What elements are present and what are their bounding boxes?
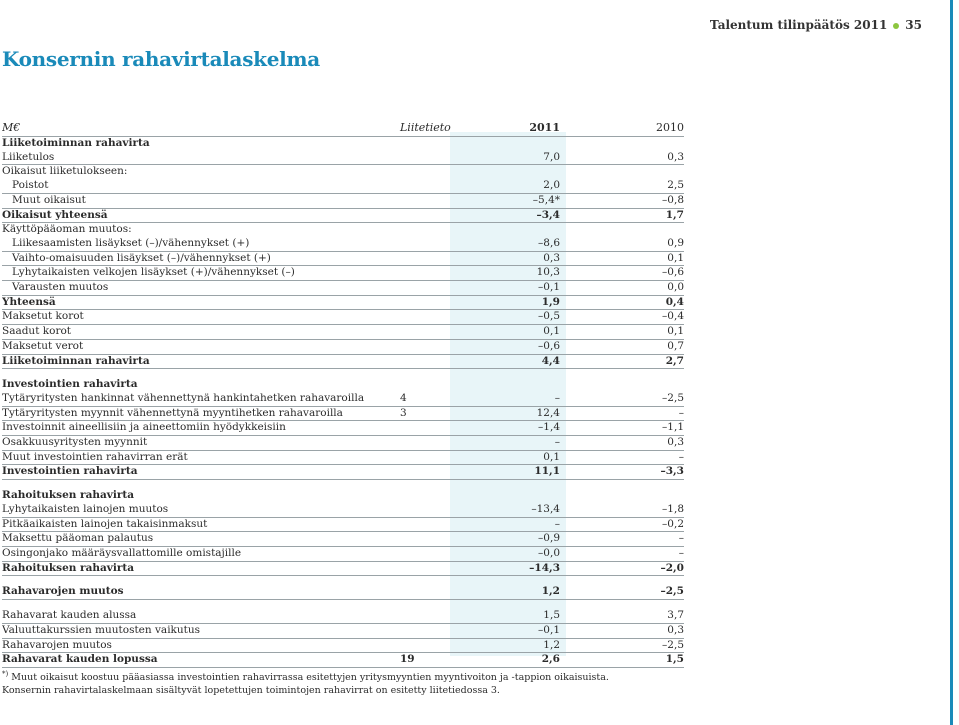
row-note (398, 237, 450, 251)
row-value-2011: –0,6 (450, 339, 560, 354)
footnote-2 (2, 685, 500, 696)
row-label: Tytäryritysten hankinnat vähennettynä hankintahetken rahavaroilla (2, 392, 398, 406)
row-value-2011: –0,9 (450, 532, 560, 547)
row-label: Rahoituksen rahavirta (2, 561, 398, 576)
row-label: Muut oikaisut (2, 193, 398, 208)
row-value-2010 (560, 489, 684, 503)
page-header (710, 18, 922, 32)
row-note (398, 421, 450, 436)
row-value-2011: –13,4 (450, 503, 560, 517)
row-note (398, 517, 450, 532)
row-note (398, 561, 450, 576)
row-note: 4 (398, 392, 450, 406)
row-note (398, 251, 450, 266)
row-label: Investointien rahavirta (2, 378, 138, 391)
row-note (398, 179, 450, 193)
row-value-2010 (560, 223, 684, 237)
row-note (398, 623, 450, 638)
row-value-2011: 1,9 (450, 295, 560, 310)
row-value-2010: 0,1 (560, 325, 684, 340)
footnote-1-text: Muut oikaisut koostuu pääasiassa investointien rahavirrassa esitettyjen yritysmyyntien myyntivoiton ja -tappion oikaisuista. (11, 672, 609, 684)
total-row (2, 489, 684, 503)
table-row (2, 421, 684, 436)
total-row (2, 354, 684, 369)
row-note (398, 489, 450, 503)
row-note (398, 436, 450, 451)
row-label: Investoinnit aineellisiin ja aineettomiin hyödykkeisiin (2, 421, 398, 436)
row-label: Rahavarat kauden lopussa (2, 653, 398, 668)
row-note (398, 223, 450, 237)
row-value-2010: –0,4 (560, 310, 684, 325)
total-row (2, 561, 684, 576)
row-note (398, 339, 450, 354)
row-value-2011: 1,5 (450, 609, 560, 623)
table-row (2, 193, 684, 208)
note-column-header: Liitetieto (398, 120, 450, 137)
row-note (398, 137, 450, 151)
table-row (2, 406, 684, 421)
table-row (2, 546, 684, 561)
row-value-2011: –8,6 (450, 237, 560, 251)
row-value-2010: – (560, 450, 684, 465)
row-value-2010: –0,6 (560, 266, 684, 281)
row-value-2010: 0,3 (560, 151, 684, 165)
company-report-title: Talentum tilinpäätös 2011 (709, 18, 888, 32)
total-row (2, 378, 684, 392)
row-value-2010: –2,5 (560, 585, 684, 599)
table-row (2, 165, 684, 179)
row-label: Poistot (2, 179, 398, 193)
footnote-2-text: Konsernin rahavirtalaskelmaan sisältyvät lopetettujen toimintojen rahavirrat on esitetty liitetiedossa 3. (2, 685, 500, 696)
row-label: Investointien rahavirta (2, 465, 398, 480)
row-label: Rahavarat kauden alussa (2, 609, 398, 623)
row-value-2011: 1,2 (450, 585, 560, 599)
row-value-2010 (560, 137, 684, 151)
table-row (2, 151, 684, 165)
row-label: Vaihto-omaisuuden lisäykset (–)/vähennykset (+) (2, 251, 398, 266)
row-label: Rahoituksen rahavirta (2, 489, 135, 502)
unit-label: M€ (2, 120, 398, 137)
table-row (2, 251, 684, 266)
row-label: Osingonjako määräysvallattomille omistajille (2, 546, 398, 561)
row-label: Pitkäaikaisten lainojen takaisinmaksut (2, 517, 398, 532)
row-label: Lyhytaikaisten lainojen muutos (2, 503, 398, 517)
table-row (2, 623, 684, 638)
row-value-2011: 1,2 (450, 638, 560, 653)
table-row (2, 517, 684, 532)
row-note (398, 281, 450, 296)
row-note (398, 165, 450, 179)
row-label: Lyhytaikaisten velkojen lisäykset (+)/vähennykset (–) (2, 266, 398, 281)
cash-flow-table (2, 120, 684, 668)
row-label: Saadut korot (2, 325, 398, 340)
spacer-row (2, 576, 684, 586)
row-value-2010 (560, 378, 684, 392)
table-row (2, 237, 684, 251)
row-value-2010 (560, 369, 684, 379)
row-note (398, 193, 450, 208)
row-value-2011: – (450, 392, 560, 406)
row-note (398, 546, 450, 561)
row-value-2010: – (560, 406, 684, 421)
row-label: Valuuttakurssien muutosten vaikutus (2, 623, 398, 638)
row-label: Varausten muutos (2, 281, 398, 296)
row-value-2010: –0,2 (560, 517, 684, 532)
row-value-2011 (450, 576, 560, 586)
row-note (398, 503, 450, 517)
total-row (2, 585, 684, 599)
row-value-2011: –3,4 (450, 208, 560, 223)
row-label: Käyttöpääoman muutos: (2, 223, 132, 236)
row-value-2010: –2,0 (560, 561, 684, 576)
row-value-2011: – (450, 436, 560, 451)
row-value-2011: 2,0 (450, 179, 560, 193)
row-value-2010: – (560, 546, 684, 561)
row-value-2011: –0,5 (450, 310, 560, 325)
row-label (2, 576, 398, 586)
row-value-2011: 0,3 (450, 251, 560, 266)
row-label: Maksettu pääoman palautus (2, 532, 398, 547)
row-label: Maksetut verot (2, 339, 398, 354)
row-note (398, 450, 450, 465)
row-note: 3 (398, 406, 450, 421)
row-value-2011: 11,1 (450, 465, 560, 480)
total-row (2, 208, 684, 223)
row-value-2010: –1,8 (560, 503, 684, 517)
total-row (2, 465, 684, 480)
row-label: Muut investointien rahavirran erät (2, 450, 398, 465)
row-value-2010 (560, 600, 684, 610)
row-value-2011: –14,3 (450, 561, 560, 576)
row-label (2, 480, 398, 490)
row-note (398, 295, 450, 310)
row-value-2010: 1,7 (560, 208, 684, 223)
row-note (398, 151, 450, 165)
row-value-2011: 2,6 (450, 653, 560, 668)
row-value-2011 (450, 369, 560, 379)
row-note (398, 609, 450, 623)
row-value-2011: –0,1 (450, 623, 560, 638)
row-label: Tytäryritysten myynnit vähennettynä myyntihetken rahavaroilla (2, 406, 398, 421)
row-note (398, 465, 450, 480)
row-label: Yhteensä (2, 295, 398, 310)
table-row (2, 609, 684, 623)
row-value-2011: – (450, 517, 560, 532)
row-value-2011 (450, 165, 560, 179)
row-value-2011: 12,4 (450, 406, 560, 421)
row-value-2010: 0,3 (560, 436, 684, 451)
table-row (2, 532, 684, 547)
row-value-2011: –0,0 (450, 546, 560, 561)
table-row (2, 179, 684, 193)
row-value-2010: 2,7 (560, 354, 684, 369)
row-value-2011: 7,0 (450, 151, 560, 165)
row-value-2010: 0,9 (560, 237, 684, 251)
row-note (398, 369, 450, 379)
table-row (2, 339, 684, 354)
row-value-2011 (450, 489, 560, 503)
page-edge-accent-line (950, 0, 953, 725)
row-note (398, 585, 450, 599)
row-label: Liiketulos (2, 151, 398, 165)
row-value-2010 (560, 165, 684, 179)
row-value-2011: –5,4* (450, 193, 560, 208)
row-value-2011: –0,1 (450, 281, 560, 296)
row-value-2010: 0,0 (560, 281, 684, 296)
footnote-mark: *) (2, 670, 9, 678)
row-note (398, 208, 450, 223)
row-label: Maksetut korot (2, 310, 398, 325)
table-header-row (2, 120, 684, 137)
year-2010-header: 2010 (560, 120, 684, 137)
row-value-2011: 0,1 (450, 450, 560, 465)
row-note (398, 600, 450, 610)
row-label: Rahavarojen muutos (2, 585, 398, 599)
row-label: Liiketoiminnan rahavirta (2, 354, 398, 369)
table-row (2, 436, 684, 451)
row-label: Liikesaamisten lisäykset (–)/vähennykset (+) (2, 237, 398, 251)
row-note (398, 638, 450, 653)
row-note (398, 532, 450, 547)
row-value-2010 (560, 576, 684, 586)
total-row (2, 137, 684, 151)
row-value-2010: 0,7 (560, 339, 684, 354)
row-label: Liiketoiminnan rahavirta (2, 137, 150, 149)
row-label (2, 369, 398, 379)
table-row (2, 223, 684, 237)
row-value-2011: 0,1 (450, 325, 560, 340)
row-note (398, 310, 450, 325)
row-value-2011 (450, 137, 560, 151)
row-value-2010: 2,5 (560, 179, 684, 193)
row-value-2010: –3,3 (560, 465, 684, 480)
row-value-2010: –2,5 (560, 392, 684, 406)
row-value-2011: 4,4 (450, 354, 560, 369)
row-value-2010: 3,7 (560, 609, 684, 623)
row-label: Osakkuusyritysten myynnit (2, 436, 398, 451)
row-value-2010: –1,1 (560, 421, 684, 436)
row-value-2011 (450, 223, 560, 237)
row-value-2011: –1,4 (450, 421, 560, 436)
row-note (398, 354, 450, 369)
total-row (2, 295, 684, 310)
row-label (2, 600, 398, 610)
row-value-2010 (560, 480, 684, 490)
table-row (2, 281, 684, 296)
row-value-2011: 10,3 (450, 266, 560, 281)
page-title: Konsernin rahavirtalaskelma (2, 47, 320, 71)
table-row (2, 503, 684, 517)
table-row (2, 266, 684, 281)
total-row (2, 653, 684, 668)
year-2011-header: 2011 (450, 120, 560, 137)
row-value-2010: –0,8 (560, 193, 684, 208)
row-note (398, 266, 450, 281)
row-value-2010: – (560, 532, 684, 547)
row-value-2010: 0,4 (560, 295, 684, 310)
row-note (398, 325, 450, 340)
row-note: 19 (398, 653, 450, 668)
table-row (2, 310, 684, 325)
row-value-2011 (450, 480, 560, 490)
table-row (2, 325, 684, 340)
row-label: Oikaisut liiketulokseen: (2, 165, 128, 178)
page-number: 35 (905, 18, 922, 32)
row-label: Rahavarojen muutos (2, 638, 398, 653)
spacer-row (2, 369, 684, 379)
row-value-2010: –2,5 (560, 638, 684, 653)
row-note (398, 378, 450, 392)
bullet-dot-icon (893, 23, 899, 29)
row-note (398, 576, 450, 586)
row-value-2011 (450, 600, 560, 610)
row-value-2010: 0,1 (560, 251, 684, 266)
row-note (398, 480, 450, 490)
row-value-2010: 1,5 (560, 653, 684, 668)
row-value-2011 (450, 378, 560, 392)
spacer-row (2, 600, 684, 610)
footnote-1 (2, 670, 609, 683)
table-row (2, 638, 684, 653)
spacer-row (2, 480, 684, 490)
row-value-2010: 0,3 (560, 623, 684, 638)
row-label: Oikaisut yhteensä (2, 208, 398, 223)
table-row (2, 392, 684, 406)
table-row (2, 450, 684, 465)
